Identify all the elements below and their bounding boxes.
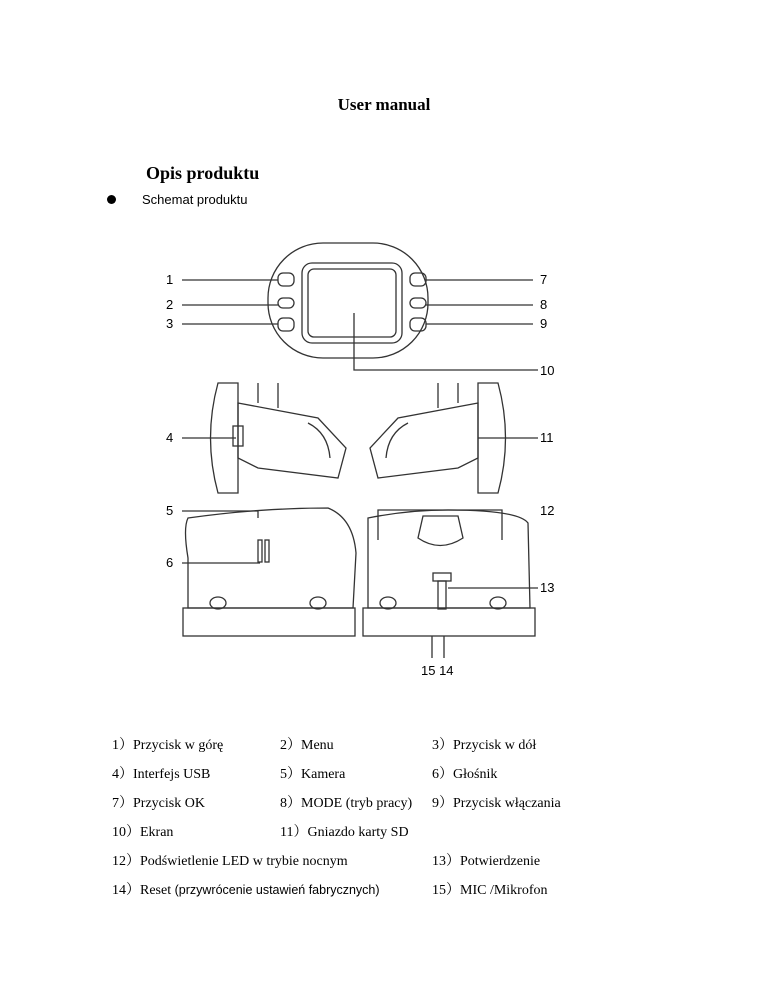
section-heading: Opis produktu — [146, 163, 260, 183]
legend-item: 14）Reset (przywrócenie ustawień fabrycznych) — [112, 883, 380, 898]
callout-6: 6 — [166, 555, 174, 570]
bullet-text: Schemat produktu — [142, 192, 248, 207]
legend-item: 4）Interfejs USB — [112, 767, 211, 782]
callout-11: 11 — [540, 430, 554, 445]
callout-5: 5 — [166, 503, 174, 518]
callout-7: 7 — [540, 272, 548, 287]
legend-item: 11）Gniazdo karty SD — [280, 825, 409, 840]
callout-2: 2 — [166, 297, 174, 312]
bullet-dot-icon — [107, 195, 116, 204]
legend-item: 2）Menu — [280, 738, 334, 753]
legend-item: 3）Przycisk w dół — [432, 738, 537, 753]
device-front-view — [268, 243, 428, 358]
device-bottom-view-left — [183, 508, 356, 636]
callout-8: 8 — [540, 297, 548, 312]
callout-13: 13 — [540, 580, 555, 595]
callout-1: 1 — [166, 272, 174, 287]
callout-3: 3 — [166, 316, 174, 331]
legend-item: 7）Przycisk OK — [112, 796, 205, 811]
bullet-item — [107, 192, 248, 207]
product-diagram — [118, 218, 618, 698]
legend-item: 9）Przycisk włączania — [432, 796, 561, 811]
legend-item: 15）MIC /Mikrofon — [432, 883, 548, 898]
legend-item: 5）Kamera — [280, 767, 346, 782]
legend-item: 8）MODE (tryb pracy) — [280, 796, 413, 811]
legend-item: 6）Głośnik — [432, 767, 498, 782]
legend-item: 1）Przycisk w górę — [112, 738, 224, 753]
legend-item: 12）Podświetlenie LED w trybie nocnym — [112, 854, 348, 869]
legend-item: 10）Ekran — [112, 825, 174, 840]
page-title: User manual — [337, 95, 431, 114]
device-bottom-view-right — [363, 510, 535, 636]
callout-10: 10 — [540, 363, 555, 378]
callout-12: 12 — [540, 503, 555, 518]
callout-4: 4 — [166, 430, 174, 445]
callout-15-14: 15 14 — [421, 663, 454, 678]
legend-item: 13）Potwierdzenie — [432, 854, 541, 869]
callout-9: 9 — [540, 316, 548, 331]
